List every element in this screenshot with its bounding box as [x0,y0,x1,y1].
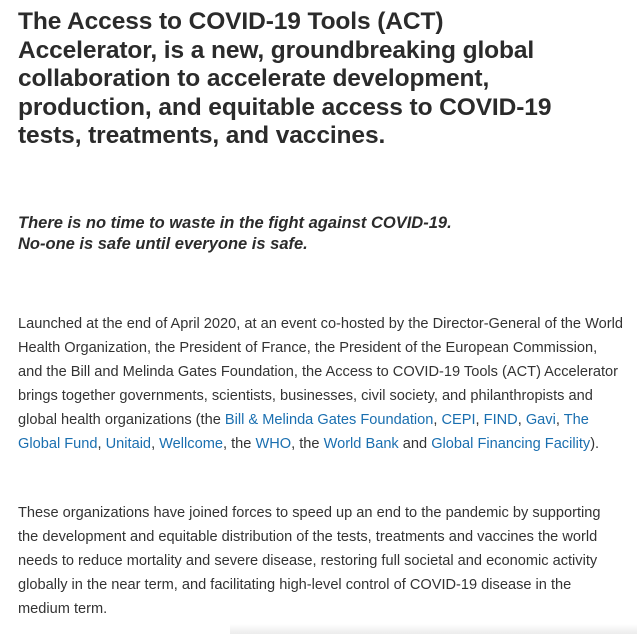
title-line: tests, treatments, and vaccines. [18,122,386,149]
link-find[interactable]: FIND [483,412,518,428]
separator: , [151,436,160,452]
link-unitaid[interactable]: Unitaid [105,436,152,452]
mission-paragraph: These organizations have joined forces to speed up an end to the pandemic by supporting the development and equitable distribution of the tests, treatments and vaccines the world needs to reduce mortality and severe disease, restoring full societal and economic activity globally in the near term, and facilitating high-level control of COVID-19 disease in the medium term. [18,505,601,617]
link-cepi[interactable]: CEPI [441,412,476,428]
tagline-line-2: No-one is safe until everyone is safe. [18,235,308,253]
tagline [18,213,452,255]
closing-punctuation: ). [590,436,600,452]
link-wellcome[interactable]: Wellcome [159,436,223,452]
separator: , the [222,436,256,452]
link-global-financing-facility[interactable]: Global Financing Facility [431,436,591,452]
separator: , [555,412,564,428]
link-gavi[interactable]: Gavi [525,412,556,428]
intro-text: Launched at the end of April 2020, at an event co-hosted by the Director-General of the World Health Organization, the President of France, the President of the European Commission, and the Bill and Melinda Gates Foundation, the Access to COVID-19 Tools (ACT) Accelerator brings together governments, scientists, businesses, civil society, and philanthropists and global health organizations (the [18,316,623,428]
intro-paragraph [18,312,624,456]
link-gates-foundation[interactable]: Bill & Melinda Gates Foundation [224,412,434,428]
separator: , [97,436,106,452]
title-line: production, and equitable access to COVID-19 [18,93,552,121]
separator: , the [291,436,324,452]
link-global-fund[interactable]: The Global Fund [18,412,589,452]
separator: , [475,412,484,428]
link-world-bank[interactable]: World Bank [323,436,399,452]
title-line: Accelerator, is a new, groundbreaking global [18,36,535,64]
tagline-line-1: There is no time to waste in the fight against COVID-19. [18,214,452,232]
bottom-shadow [230,624,637,634]
separator: , [517,412,526,428]
link-who[interactable]: WHO [255,436,292,452]
title-line: The Access to COVID-19 Tools (ACT) [18,8,444,35]
act-accelerator-article [18,8,626,617]
separator: , [433,412,442,428]
separator: and [398,436,432,452]
page-title [18,8,626,151]
title-line: collaboration to accelerate development, [18,65,490,92]
